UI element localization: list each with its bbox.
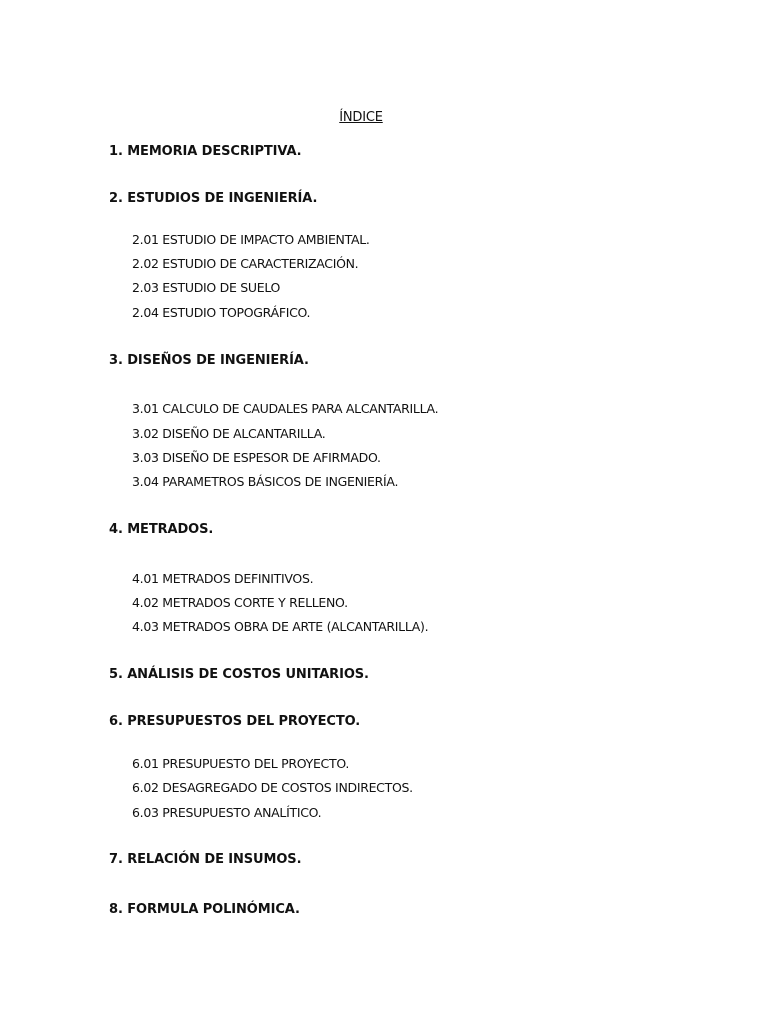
section-8-heading: 8. FORMULA POLINÓMICA.: [109, 902, 300, 917]
subitem-6-02: 6.02 DESAGREGADO DE COSTOS INDIRECTOS.: [132, 780, 413, 795]
subitem-2-03: 2.03 ESTUDIO DE SUELO: [132, 280, 281, 295]
subitem-4-01: 4.01 METRADOS DEFINITIVOS.: [132, 571, 314, 586]
section-5-heading: 5. ANÁLISIS DE COSTOS UNITARIOS.: [109, 667, 369, 682]
index-title: ÍNDICE: [339, 110, 383, 125]
section-1-heading: 1. MEMORIA DESCRIPTIVA.: [109, 144, 302, 159]
section-6-heading: 6. PRESUPUESTOS DEL PROYECTO.: [109, 714, 361, 729]
section-4-heading: 4. METRADOS.: [109, 522, 214, 537]
subitem-2-01: 2.01 ESTUDIO DE IMPACTO AMBIENTAL.: [132, 232, 370, 247]
subitem-2-02: 2.02 ESTUDIO DE CARACTERIZACIÓN.: [132, 256, 359, 271]
subitem-6-03: 6.03 PRESUPUESTO ANALÍTICO.: [132, 805, 322, 820]
subitem-2-04: 2.04 ESTUDIO TOPOGRÁFICO.: [132, 305, 311, 320]
section-7-heading: 7. RELACIÓN DE INSUMOS.: [109, 852, 302, 867]
subitem-4-03: 4.03 METRADOS OBRA DE ARTE (ALCANTARILLA).: [132, 619, 429, 634]
subitem-6-01: 6.01 PRESUPUESTO DEL PROYECTO.: [132, 756, 350, 771]
subitem-3-03: 3.03 DISEÑO DE ESPESOR DE AFIRMADO.: [132, 450, 381, 465]
subitem-3-02: 3.02 DISEÑO DE ALCANTARILLA.: [132, 426, 326, 441]
subitem-3-01: 3.01 CALCULO DE CAUDALES PARA ALCANTARILLA.: [132, 401, 439, 416]
section-2-heading: 2. ESTUDIOS DE INGENIERÍA.: [109, 191, 318, 206]
subitem-4-02: 4.02 METRADOS CORTE Y RELLENO.: [132, 595, 348, 610]
subitem-3-04: 3.04 PARAMETROS BÁSICOS DE INGENIERÍA.: [132, 474, 399, 489]
section-3-heading: 3. DISEÑOS DE INGENIERÍA.: [109, 353, 309, 368]
